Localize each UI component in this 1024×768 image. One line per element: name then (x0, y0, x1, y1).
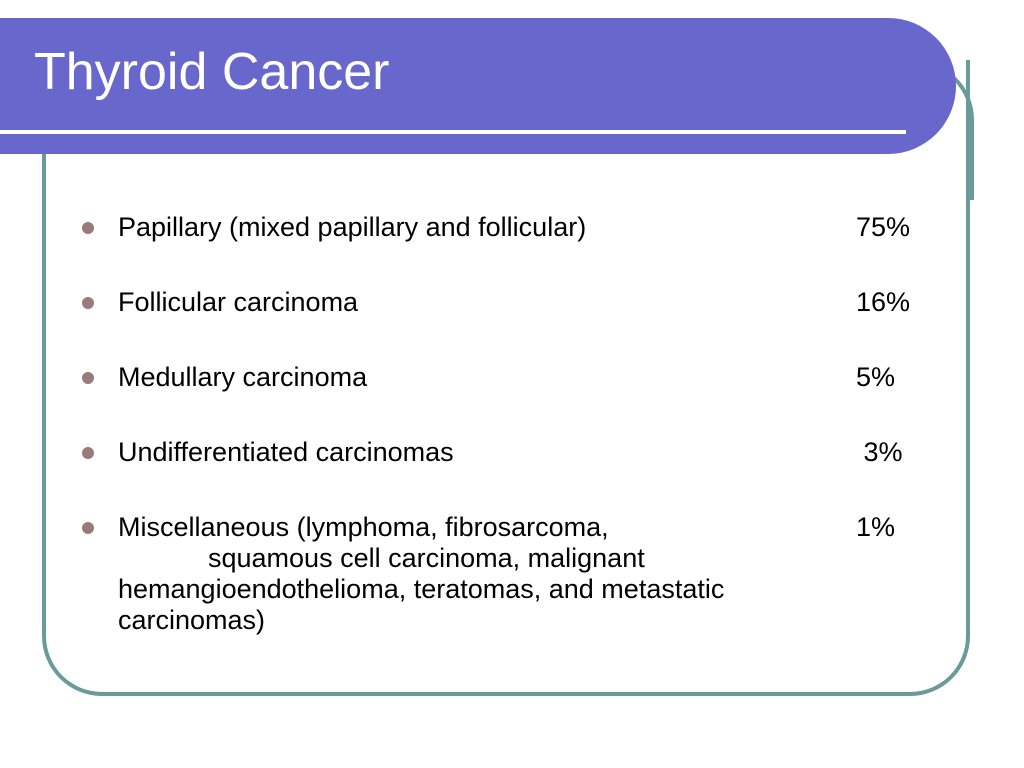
bullet-item-medullary (80, 362, 970, 393)
bullet-item-miscellaneous (80, 512, 970, 636)
bullet-value: 16% (856, 287, 911, 317)
bullet-dot-icon (82, 222, 94, 234)
bullet-value: 5% (856, 362, 896, 392)
bullet-dot-icon (82, 297, 94, 309)
bullet-dot-icon (82, 372, 94, 384)
bullet-item-papillary (80, 212, 970, 243)
bullet-label: Medullary carcinoma (118, 362, 368, 392)
bullet-label: Papillary (mixed papillary and follicular) (118, 212, 587, 242)
bullet-value: 3% (856, 437, 903, 467)
bullet-item-undifferentiated (80, 437, 970, 468)
slide-title: Thyroid Cancer (34, 43, 390, 101)
bullet-label-line-3: hemangioendothelioma, teratomas, and metastatic (118, 574, 725, 604)
bullet-value: 1% (856, 512, 896, 542)
bullet-label-line-2: squamous cell carcinoma, malignant (208, 543, 645, 573)
bullet-list (80, 212, 970, 680)
bullet-dot-icon (82, 447, 94, 459)
bullet-label: Follicular carcinoma (118, 287, 359, 317)
bullet-label-line-1: Miscellaneous (lymphoma, fibrosarcoma, (118, 512, 609, 542)
title-underline (0, 130, 906, 134)
bullet-dot-icon (82, 522, 94, 534)
bullet-item-follicular (80, 287, 970, 318)
bullet-label: Undifferentiated carcinomas (118, 437, 454, 467)
bullet-value: 75% (856, 212, 911, 242)
bullet-label-line-4: carcinomas) (118, 605, 266, 635)
